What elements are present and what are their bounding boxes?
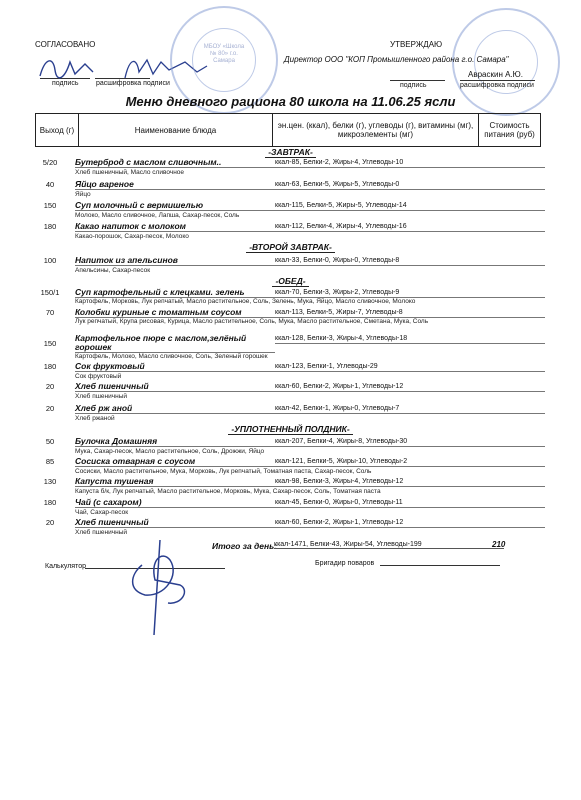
brigadier-label: Бригадир поваров xyxy=(315,560,375,567)
item-ingredients: Хлеб пшеничный, Масло сливочное xyxy=(75,169,185,176)
item-nutrition: ккал-128, Белки-3, Жиры-4, Углеводы-18 xyxy=(275,334,545,344)
approval-left-label: СОГЛАСОВАНО xyxy=(35,40,96,49)
item-weight: 40 xyxy=(45,180,55,189)
item-nutrition: ккал-63, Белки-5, Жиры-5, Углеводы-0 xyxy=(275,180,545,190)
item-ingredients: Сосиски, Масло растительное, Мука, Морковь, Лук репчатый, Томатная паста, Сахар-песок, Соль xyxy=(75,468,372,475)
calculator-label: Калькулятор xyxy=(45,563,86,570)
item-weight: 180 xyxy=(43,498,57,507)
section-title: -ВТОРОЙ ЗАВТРАК- xyxy=(0,242,581,252)
item-weight: 150 xyxy=(43,339,57,348)
item-ingredients: Сок фруктовый xyxy=(75,373,122,380)
item-ingredients: Картофель, Морковь, Лук репчатый, Масло растительное, Соль, Зелень, Мука, Яйцо, Масло сливочное, Молоко xyxy=(75,298,416,305)
signature-caption: расшифровка подписи xyxy=(96,80,170,87)
item-weight: 150/1 xyxy=(40,288,60,297)
item-name: Суп молочный с вермишелью xyxy=(75,201,275,211)
item-name: Какао напиток с молоком xyxy=(75,222,275,232)
item-weight: 130 xyxy=(43,477,57,486)
item-nutrition: ккал-60, Белки-2, Жиры-1, Углеводы-12 xyxy=(275,382,545,392)
item-ingredients: Капуста б/к, Лук репчатый, Масло растительное, Морковь, Мука, Сахар-песок, Соль, Томатная паста xyxy=(75,488,381,495)
item-nutrition: ккал-33, Белки-0, Жиры-0, Углеводы-8 xyxy=(275,256,545,266)
item-nutrition: ккал-70, Белки-3, Жиры-2, Углеводы-9 xyxy=(275,288,545,298)
item-ingredients: Апельсины, Сахар-песок xyxy=(75,267,151,274)
item-name: Напиток из апельсинов xyxy=(75,256,275,266)
item-ingredients: Лук репчатый, Крупа рисовая, Курица, Масло растительное, Соль, Мука, Масло растительное, Сметана, Мука, Соль xyxy=(75,318,429,325)
column-header xyxy=(35,113,541,147)
item-ingredients: Мука, Сахар-песок, Масло растительное, Соль, Дрожжи, Яйцо xyxy=(75,448,265,455)
total-cost: 210 xyxy=(492,540,506,549)
item-weight: 20 xyxy=(45,518,55,527)
item-nutrition: ккал-45, Белки-0, Жиры-0, Углеводы-11 xyxy=(275,498,545,508)
item-name: Хлеб пшеничный xyxy=(75,518,275,528)
director-name: Авраскин А.Ю. xyxy=(468,70,523,79)
signature-line xyxy=(460,80,535,81)
item-ingredients: Хлеб пшеничный xyxy=(75,529,128,536)
item-weight: 85 xyxy=(45,457,55,466)
section-title: -ОБЕД- xyxy=(0,276,581,286)
item-name: Хлеб пшеничный xyxy=(75,382,275,392)
item-weight: 70 xyxy=(45,308,55,317)
item-nutrition: ккал-42, Белки-1, Жиры-0, Углеводы-7 xyxy=(275,404,545,414)
section-title: -УПЛОТНЕННЫЙ ПОЛДНИК- xyxy=(0,424,581,434)
handwritten-signature xyxy=(120,535,200,645)
item-name: Капуста тушеная xyxy=(75,477,275,487)
signature-line xyxy=(380,565,500,566)
item-ingredients: Яйцо xyxy=(75,191,91,198)
item-name: Сосиска отварная с соусом xyxy=(75,457,275,467)
item-ingredients: Какао-порошок, Сахар-песок, Молоко xyxy=(75,233,189,240)
item-name: Картофельное пюре с маслом,зелёный горошек xyxy=(75,334,275,353)
section-title: -ЗАВТРАК- xyxy=(0,147,581,157)
item-nutrition: ккал-113, Белки-5, Жиры-7, Углеводы-8 xyxy=(275,308,545,318)
signature-caption: расшифровка подписи xyxy=(460,82,534,89)
col-nutrition: эн.цен. (ккал), белки (г), углеводы (г), витамины (мг), микроэлементы (мг) xyxy=(273,114,479,147)
item-name: Бутерброд с маслом сливочным.. xyxy=(75,158,275,168)
item-weight: 20 xyxy=(45,382,55,391)
item-weight: 50 xyxy=(45,437,55,446)
total-nutrition: ккал-1471, Белки-43, Жиры-54, Углеводы-199 xyxy=(274,541,504,549)
item-nutrition: ккал-115, Белки-5, Жиры-5, Углеводы-14 xyxy=(275,201,545,211)
item-name: Булочка Домашняя xyxy=(75,437,275,447)
item-name: Сок фруктовый xyxy=(75,362,275,372)
approval-right-label: УТВЕРЖДАЮ xyxy=(390,40,443,49)
item-nutrition: ккал-121, Белки-5, Жиры-10, Углеводы-2 xyxy=(275,457,545,467)
item-nutrition: ккал-207, Белки-4, Жиры-8, Углеводы-30 xyxy=(275,437,545,447)
col-vyhod: Выход (г) xyxy=(36,114,79,147)
total-label: Итого за день: xyxy=(212,541,278,551)
director-title: Директор ООО "КОП Промышленного района г.о. Самара" xyxy=(284,55,509,64)
stamp-text: МБОУ «Школа № 80» г.о. Самара xyxy=(203,44,245,64)
col-name: Наименование блюда xyxy=(79,114,273,147)
item-name: Хлеб рж аной xyxy=(75,404,275,414)
item-nutrition: ккал-112, Белки-4, Жиры-4, Углеводы-16 xyxy=(275,222,545,232)
item-weight: 100 xyxy=(43,256,57,265)
item-nutrition: ккал-123, Белки-1, Углеводы-29 xyxy=(275,362,545,372)
item-ingredients: Картофель, Молоко, Масло сливочное, Соль, Зеленый горошек xyxy=(75,353,268,360)
item-weight: 150 xyxy=(43,201,57,210)
item-weight: 20 xyxy=(45,404,55,413)
item-nutrition: ккал-85, Белки-2, Жиры-4, Углеводы-10 xyxy=(275,158,545,168)
item-name: Чай (с сахаром) xyxy=(75,498,275,508)
page-title: Меню дневного рациона 80 школа на 11.06.25 ясли xyxy=(125,94,456,109)
signature-caption: подпись xyxy=(400,82,427,89)
item-name: Яйцо вареное xyxy=(75,180,275,190)
item-name: Суп картофельный с клецками. зелень xyxy=(75,288,275,298)
item-name: Колобки куриные с томатным соусом xyxy=(75,308,275,318)
item-weight: 5/20 xyxy=(42,158,58,167)
item-ingredients: Хлеб пшеничный xyxy=(75,393,128,400)
signature-caption: подпись xyxy=(52,80,79,87)
item-weight: 180 xyxy=(43,362,57,371)
item-ingredients: Молоко, Масло сливочное, Лапша, Сахар-песок, Соль xyxy=(75,212,240,219)
signature-line xyxy=(390,80,445,81)
col-cost: Стоимость питания (руб) xyxy=(479,114,541,147)
item-ingredients: Чай, Сахар-песок xyxy=(75,509,129,516)
item-weight: 180 xyxy=(43,222,57,231)
item-nutrition: ккал-98, Белки-3, Жиры-4, Углеводы-12 xyxy=(275,477,545,487)
item-ingredients: Хлеб ржаной xyxy=(75,415,115,422)
item-nutrition: ккал-60, Белки-2, Жиры-1, Углеводы-12 xyxy=(275,518,545,528)
